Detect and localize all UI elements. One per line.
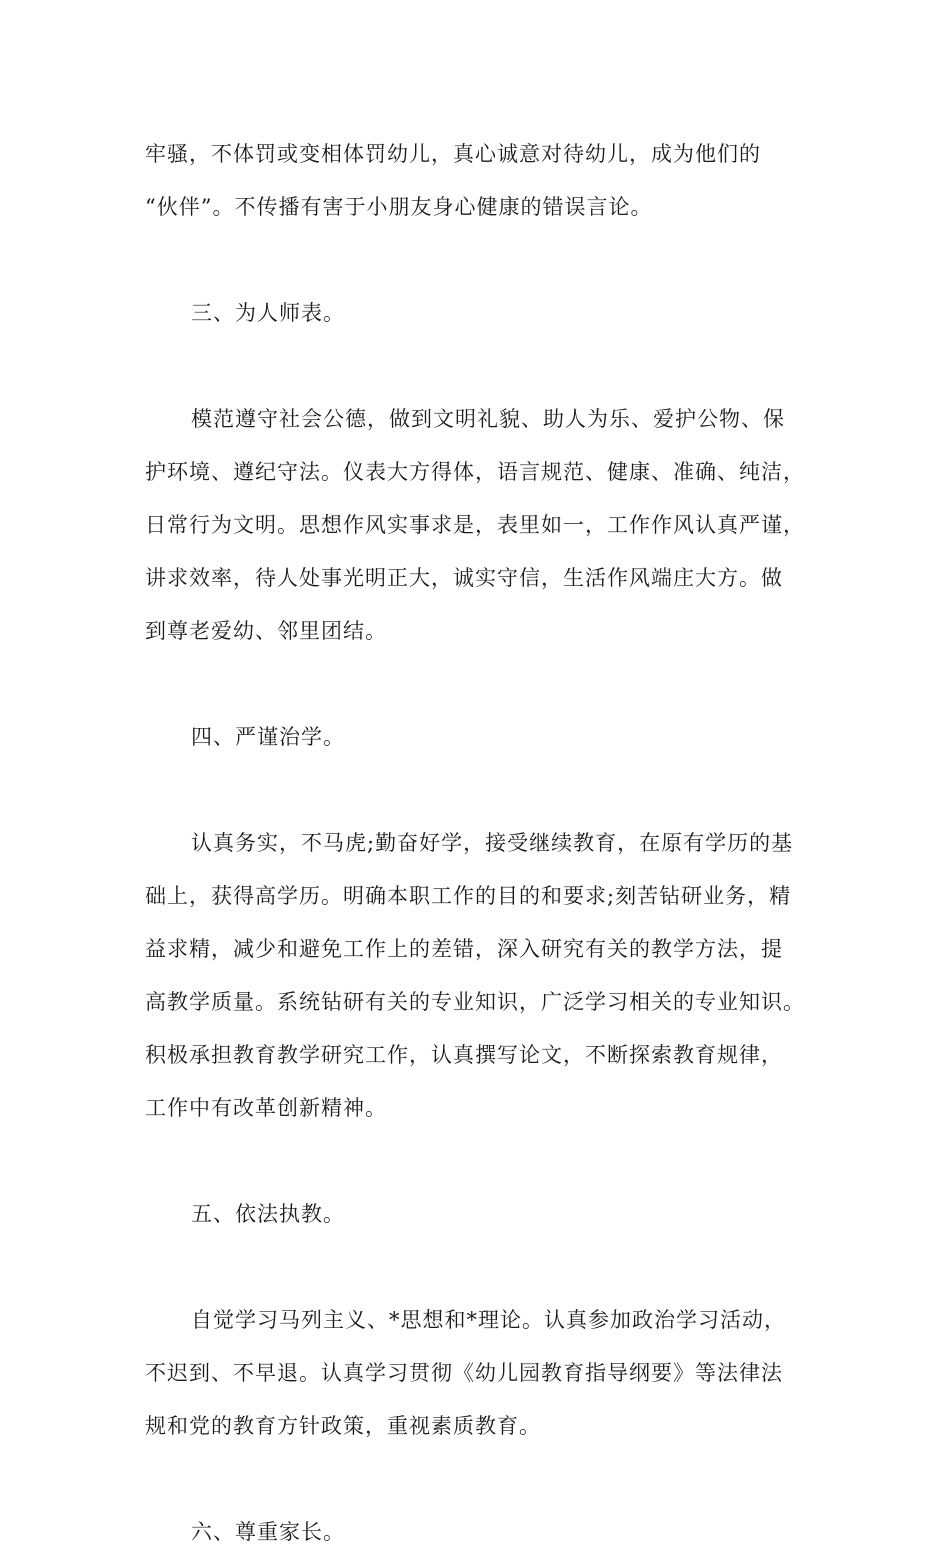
paragraph-gap <box>145 234 810 287</box>
text-line: 讲求效率，待人处事光明正大，诚实守信，生活作风端庄大方。做 <box>145 566 783 590</box>
text-line: 积极承担教育教学研究工作，认真撰写论文，不断探索教育规律， <box>145 1043 783 1067</box>
paragraph-gap <box>145 764 810 817</box>
section-heading <box>145 1506 810 1559</box>
paragraph-gap <box>145 340 810 393</box>
body-paragraph <box>145 817 810 1135</box>
text-line: 三、为人师表。 <box>191 301 345 325</box>
body-paragraph <box>145 128 810 234</box>
text-line: 四、严谨治学。 <box>191 725 345 749</box>
text-line: 益求精，减少和避免工作上的差错，深入研究有关的教学方法，提 <box>145 937 783 961</box>
text-line: 六、尊重家长。 <box>191 1520 345 1544</box>
paragraph-gap <box>145 658 810 711</box>
text-line: 不迟到、不早退。认真学习贯彻《幼儿园教育指导纲要》等法律法 <box>145 1361 783 1385</box>
section-heading <box>145 1188 810 1241</box>
text-line: 到尊老爱幼、邻里团结。 <box>145 619 387 643</box>
paragraph-gap <box>145 1241 810 1294</box>
text-line: 护环境、遵纪守法。仪表大方得体，语言规范、健康、准确、纯洁， <box>145 460 805 484</box>
text-line: 高教学质量。系统钻研有关的专业知识，广泛学习相关的专业知识。 <box>145 990 805 1014</box>
paragraph-gap <box>145 1135 810 1188</box>
text-line: 自觉学习马列主义、*思想和*理论。认真参加政治学习活动， <box>191 1308 786 1332</box>
body-paragraph <box>145 393 810 658</box>
section-heading <box>145 287 810 340</box>
text-line: “伙伴”。不传播有害于小朋友身心健康的错误言论。 <box>145 195 653 219</box>
text-line: 模范遵守社会公德，做到文明礼貌、助人为乐、爱护公物、保 <box>191 407 785 431</box>
document-body <box>145 128 810 1559</box>
text-line: 础上，获得高学历。明确本职工作的目的和要求;刻苦钻研业务，精 <box>145 884 792 908</box>
text-line: 认真务实，不马虎;勤奋好学，接受继续教育，在原有学历的基 <box>191 831 794 855</box>
text-line: 日常行为文明。思想作风实事求是，表里如一，工作作风认真严谨， <box>145 513 805 537</box>
text-line: 牢骚，不体罚或变相体罚幼儿，真心诚意对待幼儿，成为他们的 <box>145 142 761 166</box>
text-line: 工作中有改革创新精神。 <box>145 1096 387 1120</box>
paragraph-gap <box>145 1453 810 1506</box>
section-heading <box>145 711 810 764</box>
text-line: 规和党的教育方针政策，重视素质教育。 <box>145 1414 541 1438</box>
body-paragraph <box>145 1294 810 1453</box>
text-line: 五、依法执教。 <box>191 1202 345 1226</box>
